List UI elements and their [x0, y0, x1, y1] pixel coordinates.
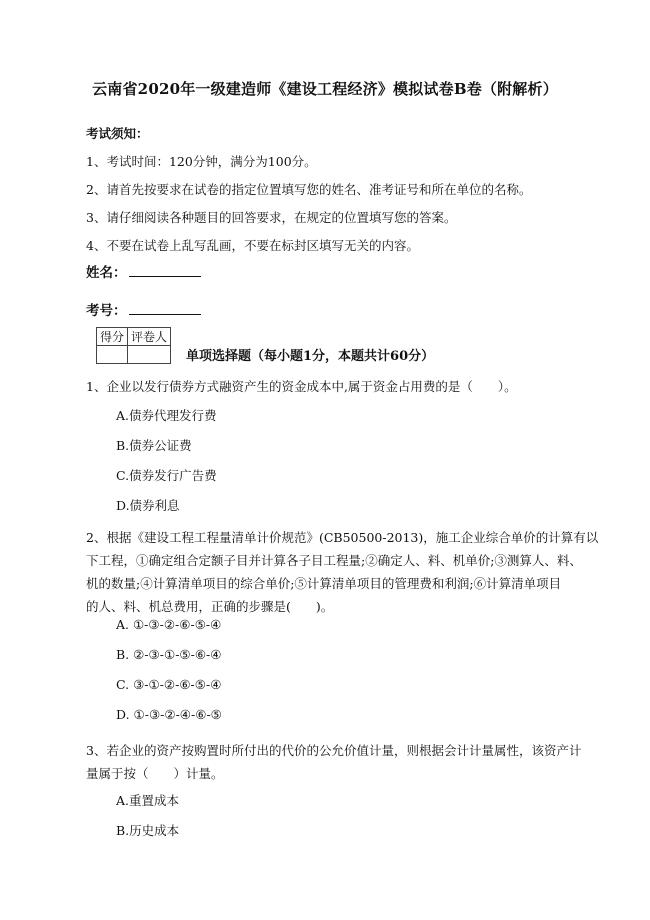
name-blank[interactable]: [129, 264, 201, 277]
question-1-option-a[interactable]: A.债券代理发行费: [116, 408, 217, 423]
question-2-option-c[interactable]: C. ③-①-②-⑥-⑤-④: [116, 677, 222, 692]
grader-header: 评卷人: [128, 328, 171, 346]
question-3-text-line-1: 3、若企业的资产按购置时所付出的代价的公允价值计量，则根据会计计量属性，该资产计: [86, 743, 582, 758]
name-field: [86, 261, 201, 281]
question-2-text-line-1: 2、根据《建设工程工程量清单计价规范》(CB50500-2013)，施工企业综合单价的计算有以: [86, 530, 599, 545]
id-field: [86, 299, 201, 319]
id-blank[interactable]: [129, 302, 201, 315]
exam-title: 云南省2020年一级建造师《建设工程经济》模拟试卷B卷（附解析）: [92, 80, 558, 98]
question-2-option-d[interactable]: D. ①-③-②-④-⑥-⑤: [116, 707, 222, 722]
question-2-text-line-2: 下工程，①确定组合定额子目并计算各子目工程量;②确定人、料、机单价;③测算人、料、: [86, 553, 582, 568]
notice-item-4: 4、不要在试卷上乱写乱画，不要在标封区填写无关的内容。: [86, 238, 419, 253]
score-cell[interactable]: [97, 346, 128, 364]
grader-cell[interactable]: [128, 346, 171, 364]
question-3-option-a[interactable]: A.重置成本: [116, 793, 180, 808]
section-title: 单项选择题（每小题1分，本题共计60分）: [186, 349, 435, 364]
question-1-option-d[interactable]: D.债券利息: [116, 498, 180, 513]
notice-heading: 考试须知：: [86, 126, 149, 141]
question-2-option-b[interactable]: B. ②-③-①-⑤-⑥-④: [116, 647, 222, 662]
score-table: [96, 327, 171, 364]
name-label: 姓名：: [86, 265, 127, 281]
notice-item-3: 3、请仔细阅读各种题目的回答要求，在规定的位置填写您的答案。: [86, 210, 457, 225]
question-3-text-line-2: 量属于按（ ）计量。: [86, 766, 224, 781]
question-2-text-line-4: 的人、料、机总费用，正确的步骤是( )。: [86, 599, 334, 614]
notice-item-1: 1、考试时间：120分钟，满分为100分。: [86, 154, 317, 169]
question-2-option-a[interactable]: A. ①-③-②-⑥-⑤-④: [116, 617, 222, 632]
score-header: 得分: [97, 328, 128, 346]
question-1-text: 1、企业以发行债券方式融资产生的资金成本中,属于资金占用费的是（ ）。: [86, 379, 517, 394]
question-3-option-b[interactable]: B.历史成本: [116, 823, 180, 838]
question-1-option-b[interactable]: B.债券公证费: [116, 438, 192, 453]
notice-item-2: 2、请首先按要求在试卷的指定位置填写您的姓名、准考证号和所在单位的名称。: [86, 182, 532, 197]
id-label: 考号：: [86, 303, 127, 319]
question-1-option-c[interactable]: C.债券发行广告费: [116, 468, 217, 483]
question-2-text-line-3: 机的数量;④计算清单项目的综合单价;⑤计算清单项目的管理费和利润;⑥计算清单项目: [86, 576, 562, 591]
